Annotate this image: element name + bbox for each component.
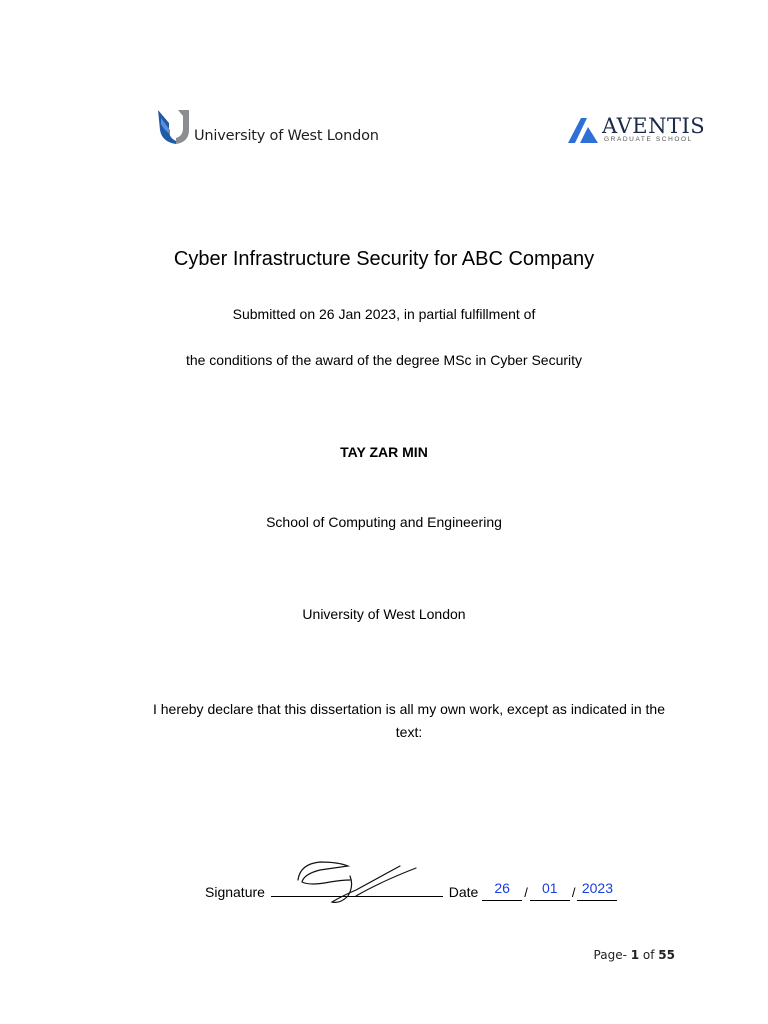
uwl-shield-icon [156,108,192,146]
handwritten-signature [290,856,422,908]
uwl-logo-text: University of West London [194,128,379,144]
aventis-logo [566,114,706,148]
declaration-text: I hereby declare that this dissertation is all my own work, except as indicated in the text: [152,701,666,740]
aventis-triangle-icon [566,116,600,144]
page-number: Page- 1 of 55 [593,948,675,962]
document-title: Cyber Infrastructure Security for ABC Company [173,248,595,270]
aventis-subtitle: GRADUATE SCHOOL [604,136,693,143]
date-separator: / [524,885,528,900]
conditions-line: the conditions of the award of the degree MSc in Cyber Security [185,352,583,368]
submitted-line: Submitted on 26 Jan 2023, in partial fulfillment of [232,306,536,322]
uwl-logo [156,108,386,146]
university-name: University of West London [302,606,466,622]
date-month: 01 [530,884,570,901]
aventis-name: AVENTIS [602,114,706,138]
date-label: Date [448,884,479,900]
date-year: 2023 [577,884,617,901]
date-separator: / [571,885,576,900]
author-name: TAY ZAR MIN [340,444,428,460]
signature-label: Signature [205,884,265,900]
school-name: School of Computing and Engineering [266,514,502,530]
date-day: 26 [482,884,522,901]
